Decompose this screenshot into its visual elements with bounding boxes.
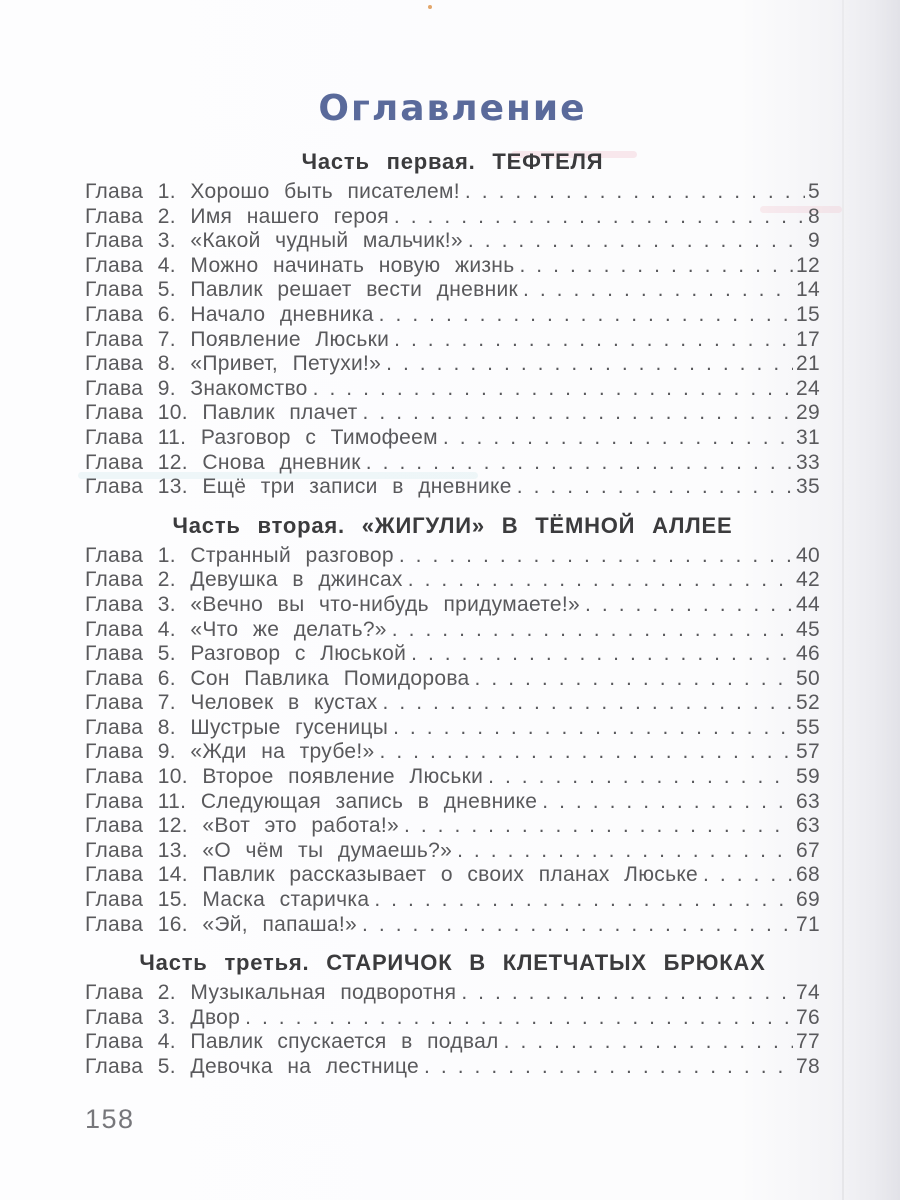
chapter-title: «Вот это работа!»: [202, 814, 399, 838]
chapter-text: [85, 863, 698, 888]
chapter-label: Глава 11.: [85, 789, 187, 813]
chapter-label: Глава 16.: [85, 912, 188, 936]
toc-row: [85, 278, 820, 303]
chapter-page: 69: [796, 888, 820, 912]
chapter-page: 33: [796, 450, 820, 474]
chapter-title: Сон Павлика Помидорова: [190, 666, 470, 690]
dot-leader: [387, 618, 793, 643]
dot-leader: [406, 642, 793, 667]
chapter-text: [85, 328, 389, 353]
chapter-title: Разговор с Тимофеем: [200, 425, 438, 449]
dot-leader: [514, 254, 793, 279]
dot-leader: [518, 278, 793, 303]
dot-leader: [389, 328, 793, 353]
chapter-text: [85, 1030, 499, 1055]
section-chapters: [85, 981, 820, 1079]
chapter-page: 46: [796, 642, 820, 666]
chapter-text: [85, 475, 512, 500]
chapter-page: 77: [796, 1030, 820, 1054]
chapter-page: 35: [796, 475, 820, 499]
toc-section: [85, 512, 820, 938]
chapter-text: [85, 303, 374, 328]
chapter-title: «Какой чудный мальчик!»: [190, 229, 463, 253]
chapter-title: Второе появление Люськи: [202, 765, 484, 789]
chapter-text: [85, 765, 483, 790]
toc-row: [85, 913, 820, 938]
dot-leader: [438, 426, 793, 451]
chapter-label: Глава 7.: [85, 691, 176, 715]
chapter-title: Павлик решает вести дневник: [190, 278, 518, 302]
chapter-title: Павлик спускается в подвал: [190, 1030, 499, 1054]
toc-section: [85, 148, 820, 500]
toc-row: [85, 765, 820, 790]
toc-row: [85, 1055, 820, 1080]
chapter-text: [85, 426, 438, 451]
dot-leader: [698, 863, 793, 888]
chapter-label: Глава 2.: [85, 204, 176, 228]
chapter-title: Можно начинать новую жизнь: [190, 253, 515, 277]
toc-row: [85, 667, 820, 692]
chapter-page: 17: [796, 327, 820, 351]
chapter-page: 8: [808, 204, 820, 228]
chapter-label: Глава 3.: [85, 1005, 176, 1029]
chapter-title: Снова дневник: [202, 450, 361, 474]
chapter-text: [85, 544, 394, 569]
chapter-title: Девушка в джинсах: [190, 568, 403, 592]
toc-row: [85, 377, 820, 402]
chapter-text: [85, 981, 456, 1006]
chapter-page: 5: [808, 180, 820, 203]
chapter-text: [85, 618, 387, 643]
dot-leader: [463, 229, 805, 254]
chapter-page: 74: [796, 981, 820, 1005]
dot-leader: [580, 593, 793, 618]
chapter-text: [85, 814, 399, 839]
chapter-text: [85, 913, 357, 938]
chapter-text: [85, 642, 406, 667]
chapter-label: Глава 9.: [85, 740, 176, 764]
dot-leader: [483, 765, 793, 790]
chapter-page: 68: [796, 863, 820, 887]
toc-row: [85, 691, 820, 716]
chapter-label: Глава 15.: [85, 888, 188, 912]
toc-row: [85, 352, 820, 377]
chapter-page: 78: [796, 1055, 820, 1078]
dot-leader: [358, 401, 793, 426]
toc-row: [85, 451, 820, 476]
toc-row: [85, 229, 820, 254]
chapter-page: 71: [796, 912, 820, 936]
chapter-page: 57: [796, 740, 820, 764]
chapter-label: Глава 6.: [85, 302, 176, 326]
chapter-page: 42: [796, 568, 820, 592]
chapter-label: Глава 1.: [85, 180, 176, 203]
chapter-text: [85, 716, 388, 741]
chapter-text: [85, 568, 403, 593]
toc-section: [85, 949, 820, 1079]
chapter-title: «Что же делать?»: [190, 617, 387, 641]
chapter-text: [85, 451, 361, 476]
chapter-title: Маска старичка: [202, 888, 370, 912]
chapter-title: Ещё три записи в дневнике: [202, 475, 512, 499]
toc-row: [85, 303, 820, 328]
chapter-label: Глава 12.: [85, 814, 188, 838]
dot-leader: [403, 568, 793, 593]
dot-leader: [470, 667, 794, 692]
toc-row: [85, 814, 820, 839]
chapter-title: Знакомство: [190, 376, 308, 400]
dot-leader: [456, 981, 793, 1006]
toc-row: [85, 475, 820, 500]
chapter-page: 15: [796, 302, 820, 326]
dot-leader: [378, 691, 794, 716]
chapter-title: Музыкальная подворотня: [190, 981, 457, 1005]
chapter-label: Глава 12.: [85, 450, 188, 474]
chapter-text: [85, 377, 308, 402]
dot-leader: [399, 814, 793, 839]
toc-row: [85, 888, 820, 913]
chapter-label: Глава 13.: [85, 838, 188, 862]
chapter-title: Имя нашего героя: [190, 204, 389, 228]
chapter-label: Глава 8.: [85, 352, 176, 376]
dot-leader: [512, 475, 793, 500]
chapter-label: Глава 4.: [85, 617, 176, 641]
chapter-label: Глава 13.: [85, 475, 188, 499]
page-title: Оглавление: [318, 88, 587, 129]
dot-leader: [369, 888, 793, 913]
chapter-text: [85, 401, 358, 426]
toc-row: [85, 740, 820, 765]
chapter-page: 50: [796, 666, 820, 690]
chapter-title: Разговор с Люськой: [190, 642, 407, 666]
chapter-title: Появление Люськи: [190, 327, 390, 351]
chapter-label: Глава 4.: [85, 1030, 176, 1054]
chapter-title: Павлик рассказывает о своих планах Люське: [202, 863, 699, 887]
chapter-text: [85, 691, 378, 716]
chapter-text: [85, 229, 463, 254]
toc-row: [85, 1030, 820, 1055]
chapter-label: Глава 6.: [85, 666, 176, 690]
dot-leader: [381, 352, 793, 377]
toc-row: [85, 863, 820, 888]
chapter-text: [85, 278, 518, 303]
dot-leader: [240, 1006, 793, 1031]
toc-row: [85, 716, 820, 741]
chapter-label: Глава 1.: [85, 543, 176, 567]
toc-row: [85, 981, 820, 1006]
chapter-text: [85, 740, 375, 765]
chapter-text: [85, 1055, 419, 1080]
chapter-title: Следующая запись в дневнике: [200, 789, 538, 813]
chapter-label: Глава 3.: [85, 592, 176, 616]
chapter-page: 52: [796, 691, 820, 715]
chapter-label: Глава 8.: [85, 715, 176, 739]
footer-page-number: 158: [85, 1104, 135, 1134]
dot-leader: [452, 839, 793, 864]
dot-leader: [375, 740, 794, 765]
dot-leader: [419, 1055, 793, 1080]
dot-leader: [537, 790, 793, 815]
chapter-text: [85, 888, 369, 913]
toc-content: [85, 0, 820, 1080]
chapter-text: [85, 839, 452, 864]
chapter-title: Шустрые гусеницы: [190, 715, 389, 739]
toc-row: [85, 426, 820, 451]
chapter-page: 21: [796, 352, 820, 376]
toc-row: [85, 328, 820, 353]
toc-row: [85, 642, 820, 667]
toc-row: [85, 839, 820, 864]
toc-row: [85, 1006, 820, 1031]
chapter-title: «Жди на трубе!»: [190, 740, 375, 764]
chapter-title: «Вечно вы что-нибудь придумаете!»: [190, 592, 581, 616]
chapter-title: Странный разговор: [190, 543, 394, 567]
chapter-text: [85, 180, 460, 205]
chapter-text: [85, 593, 580, 618]
page-edge-crease: [842, 0, 844, 1200]
section-heading: Часть третья. СТАРИЧОК В КЛЕТЧАТЫХ БРЮКАХ: [139, 950, 766, 976]
chapter-text: [85, 667, 470, 692]
chapter-title: Павлик плачет: [202, 401, 358, 425]
chapter-label: Глава 7.: [85, 327, 176, 351]
chapter-label: Глава 10.: [85, 401, 188, 425]
chapter-title: «О чём ты думаешь?»: [202, 838, 453, 862]
toc-row: [85, 205, 820, 230]
chapter-page: 31: [796, 425, 820, 449]
chapter-page: 14: [796, 278, 820, 302]
chapter-label: Глава 2.: [85, 568, 176, 592]
chapter-label: Глава 5.: [85, 642, 176, 666]
chapter-page: 55: [796, 715, 820, 739]
toc-row: [85, 180, 820, 205]
chapter-page: 9: [808, 229, 820, 253]
chapter-label: Глава 11.: [85, 425, 187, 449]
chapter-label: Глава 14.: [85, 863, 188, 887]
toc-row: [85, 568, 820, 593]
chapter-label: Глава 2.: [85, 981, 176, 1005]
chapter-title: Двор: [190, 1005, 241, 1029]
chapter-text: [85, 790, 537, 815]
dot-leader: [394, 544, 793, 569]
chapter-page: 29: [796, 401, 820, 425]
chapter-label: Глава 5.: [85, 278, 176, 302]
toc-row: [85, 790, 820, 815]
chapter-text: [85, 254, 514, 279]
dot-leader: [308, 377, 793, 402]
toc-row: [85, 401, 820, 426]
chapter-title: Человек в кустах: [190, 691, 378, 715]
chapter-label: Глава 5.: [85, 1055, 176, 1078]
chapter-label: Глава 10.: [85, 765, 188, 789]
chapter-title: «Эй, папаша!»: [202, 912, 358, 936]
chapter-title: Девочка на лестнице: [190, 1055, 420, 1078]
toc-row: [85, 593, 820, 618]
chapter-label: Глава 4.: [85, 253, 176, 277]
toc-sections: [85, 148, 820, 1080]
chapter-label: Глава 9.: [85, 376, 176, 400]
chapter-page: 67: [796, 838, 820, 862]
chapter-page: 45: [796, 617, 820, 641]
section-chapters: [85, 180, 820, 500]
section-heading: Часть первая. ТЕФТЕЛЯ: [301, 149, 604, 174]
chapter-page: 59: [796, 765, 820, 789]
chapter-page: 63: [796, 789, 820, 813]
chapter-text: [85, 352, 381, 377]
chapter-page: 12: [796, 253, 820, 277]
dot-leader: [361, 451, 793, 476]
dot-leader: [388, 716, 793, 741]
chapter-title: Начало дневника: [190, 302, 374, 326]
dot-leader: [374, 303, 793, 328]
chapter-text: [85, 1006, 240, 1031]
toc-row: [85, 544, 820, 569]
section-heading: Часть вторая. «ЖИГУЛИ» В ТЁМНОЙ АЛЛЕЕ: [172, 512, 733, 538]
dot-leader: [389, 205, 805, 230]
chapter-title: «Привет, Петухи!»: [190, 352, 382, 376]
chapter-page: 24: [796, 376, 820, 400]
chapter-page: 40: [796, 543, 820, 567]
section-chapters: [85, 544, 820, 938]
chapter-page: 76: [796, 1005, 820, 1029]
toc-row: [85, 618, 820, 643]
chapter-page: 63: [796, 814, 820, 838]
chapter-label: Глава 3.: [85, 229, 176, 253]
toc-row: [85, 254, 820, 279]
chapter-page: 44: [796, 592, 820, 616]
dot-leader: [460, 180, 805, 205]
chapter-title: Хорошо быть писателем!: [190, 180, 460, 203]
chapter-text: [85, 205, 389, 230]
dot-leader: [499, 1030, 793, 1055]
dot-leader: [357, 913, 793, 938]
